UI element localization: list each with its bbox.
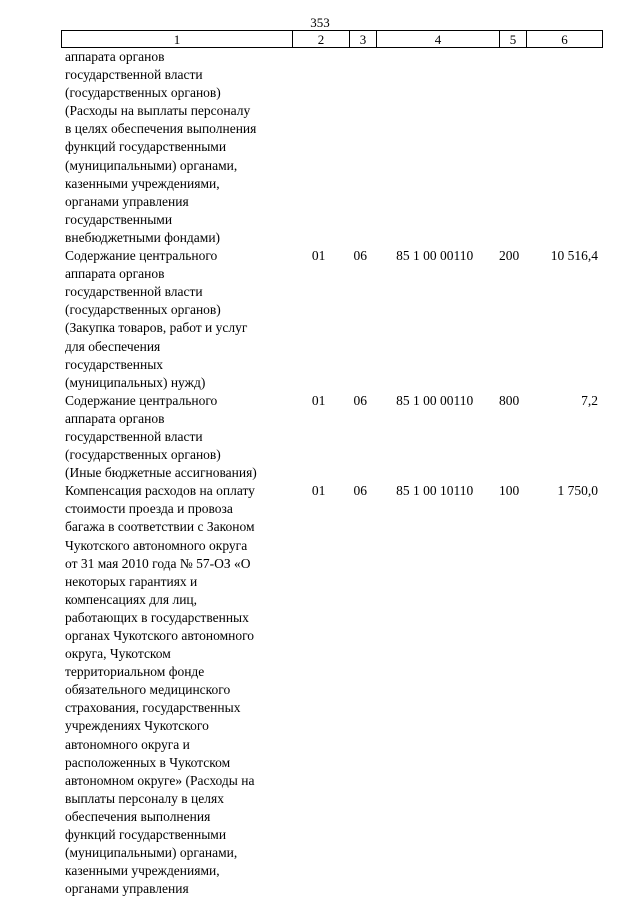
target-article-code: 85 1 00 10110	[396, 483, 474, 499]
description-line: работающих в государственных	[65, 609, 249, 625]
expense-description	[61, 392, 290, 482]
description-line: автономном округе» (Расходы на	[65, 772, 255, 788]
expense-description	[61, 482, 290, 898]
description-line: (государственных органов)	[65, 85, 221, 101]
description-line: (государственных органов)	[65, 447, 221, 463]
description-line: (Иные бюджетные ассигнования)	[65, 465, 257, 481]
description-line: для обеспечения	[65, 338, 161, 354]
table-row	[61, 392, 602, 482]
description-line: выплаты персоналу в целях	[65, 790, 224, 806]
target-article-code: 85 1 00 00110	[396, 392, 474, 408]
subsection-code: 06	[353, 248, 368, 264]
description-line: учреждениях Чукотского	[65, 718, 209, 734]
table-body	[61, 48, 602, 898]
description-line: государственной власти	[65, 284, 203, 300]
subsection-code: 06	[353, 483, 368, 499]
description-line: казенными учреждениями,	[65, 175, 220, 191]
description-line: (государственных органов)	[65, 302, 221, 318]
column-header-table	[61, 30, 603, 48]
description-line: аппарата органов	[65, 49, 165, 64]
description-line: (муниципальных) нужд)	[65, 374, 206, 390]
amount: 1 750,0	[557, 483, 598, 499]
description-line: государственной власти	[65, 67, 203, 83]
description-line: в целях обеспечения выполнения	[65, 121, 257, 137]
description-line: органами управления	[65, 881, 189, 897]
description-line: (муниципальными) органами,	[65, 845, 238, 861]
section-code: 01	[311, 483, 326, 499]
description-line: автономного округа и	[65, 736, 190, 752]
page-number: 353	[310, 15, 330, 30]
description-line: внебюджетными фондами)	[65, 229, 221, 245]
description-line: органами управления	[65, 193, 189, 209]
description-line: (Закупка товаров, работ и услуг	[65, 320, 248, 336]
column-header: 3	[350, 31, 377, 48]
expense-type-code: 800	[499, 392, 520, 408]
expense-description	[61, 48, 290, 247]
amount: 7,2	[581, 392, 598, 408]
description-line: (Расходы на выплаты персоналу	[65, 103, 251, 119]
amount: 10 516,4	[550, 248, 598, 264]
description-line: Чукотского автономного округа	[65, 537, 248, 553]
description-line: расположенных в Чукотском	[65, 754, 231, 770]
column-header: 1	[62, 31, 293, 48]
description-line: государственных	[65, 356, 164, 372]
table-row	[61, 482, 602, 898]
expense-type-code: 100	[499, 483, 520, 499]
description-line: государственными	[65, 211, 173, 227]
description-line: компенсациях для лиц,	[65, 591, 198, 607]
description-line: Содержание центрального	[65, 248, 218, 264]
description-line: обеспечения выполнения	[65, 808, 211, 824]
description-line: некоторых гарантиях и	[65, 573, 198, 589]
description-line: Содержание центрального	[65, 392, 218, 408]
description-line: органах Чукотского автономного	[65, 628, 255, 643]
description-line: Компенсация расходов на оплату	[65, 483, 255, 499]
description-line: функций государственными	[65, 827, 227, 843]
table-row	[61, 247, 602, 392]
description-line: аппарата органов	[65, 410, 165, 426]
description-line: (муниципальными) органами,	[65, 157, 238, 173]
column-header: 2	[293, 31, 350, 48]
description-line: страхования, государственных	[65, 700, 241, 716]
description-line: багажа в соответствии с Законом	[65, 519, 255, 535]
column-header: 4	[377, 31, 500, 48]
description-line: казенными учреждениями,	[65, 863, 220, 879]
expense-type-code: 200	[499, 248, 520, 264]
section-code: 01	[311, 392, 326, 408]
description-line: аппарата органов	[65, 266, 165, 282]
description-line: государственной власти	[65, 428, 203, 444]
table-row	[61, 48, 602, 247]
description-line: территориальном фонде	[65, 664, 205, 680]
column-header: 6	[527, 31, 603, 48]
column-header-row	[62, 31, 603, 48]
expense-description	[61, 247, 290, 392]
description-line: стоимости проезда и провоза	[65, 501, 233, 517]
target-article-code: 85 1 00 00110	[396, 248, 474, 264]
description-line: от 31 мая 2010 года № 57-ОЗ «О	[65, 555, 251, 571]
description-line: округа, Чукотском	[65, 646, 171, 662]
description-line: функций государственными	[65, 139, 227, 155]
section-code: 01	[311, 248, 326, 264]
column-header: 5	[500, 31, 527, 48]
description-line: обязательного медицинского	[65, 682, 231, 698]
subsection-code: 06	[353, 392, 368, 408]
